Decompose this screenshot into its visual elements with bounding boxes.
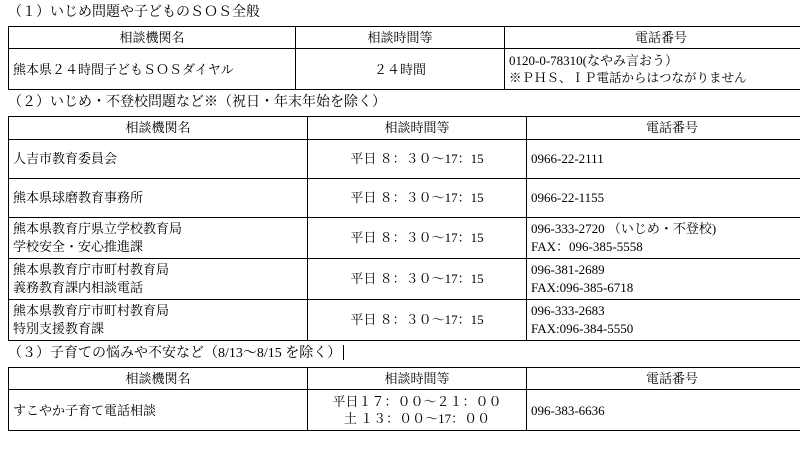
section-3-title-text: （３）子育ての悩みや不安など（8/13～8/15 を除く）: [8, 345, 342, 361]
cell-organization: [9, 390, 308, 431]
section-3-table: [8, 367, 800, 432]
organization-line: 熊本県教育庁市町村教育局: [13, 303, 170, 319]
hours-line: 平日１７：００～２１：００: [332, 393, 502, 409]
table-header-row: [9, 26, 800, 49]
table-header-row: [9, 117, 800, 140]
cell-hours: [308, 258, 527, 299]
organization-line-2: 義務教育課内相談電話: [13, 279, 144, 295]
table-row: [9, 178, 800, 217]
column-header-organization: 相談機関名: [9, 117, 308, 140]
table-row: [9, 139, 800, 178]
cell-phone: [505, 49, 800, 90]
section-2: [0, 90, 800, 340]
cell-hours: [308, 299, 527, 340]
hours-line: ２４時間: [373, 61, 426, 77]
table-row: [9, 390, 800, 431]
phone-line: 096-383-6636: [531, 402, 605, 418]
column-header-phone: 電話番号: [527, 367, 800, 390]
section-1: [0, 0, 800, 90]
phone-note: ※ＰＨＳ、ＩＰ電話からはつながりません: [509, 70, 747, 85]
column-header-phone: 電話番号: [505, 26, 800, 49]
cell-organization: [9, 178, 308, 217]
fax-line: FAX：096-385-5558: [531, 238, 643, 254]
hours-line: 平日 ８：３０～17：15: [350, 151, 484, 167]
hours-line-2: 土 １３：００～17：００: [343, 411, 491, 427]
cell-organization: [9, 49, 296, 90]
hours-line: 平日 ８：３０～17：15: [350, 190, 484, 206]
phone-line: 0966-22-2111: [531, 151, 604, 167]
table-row: [9, 217, 800, 258]
hours-line: 平日 ８：３０～17：15: [350, 312, 484, 328]
hours-line: 平日 ８：３０～17：15: [350, 271, 484, 287]
column-header-hours: 相談時間等: [308, 367, 527, 390]
phone-line: 096-381-2689: [531, 262, 605, 278]
section-3: [0, 341, 800, 431]
organization-line: すこやか子育て電話相談: [13, 402, 157, 418]
cell-phone: [527, 390, 800, 431]
column-header-organization: 相談機関名: [9, 26, 296, 49]
table-row: [9, 299, 800, 340]
section-1-title: （１）いじめ問題や子どものＳＯＳ全般: [8, 5, 260, 20]
section-3-title: [0, 341, 800, 367]
text-cursor: [343, 345, 344, 360]
cell-phone: [527, 178, 800, 217]
cell-phone: [527, 217, 800, 258]
table-header-row: [9, 367, 800, 390]
table-row: [9, 49, 800, 90]
cell-hours: [308, 139, 527, 178]
cell-phone: [527, 139, 800, 178]
cell-phone: [527, 258, 800, 299]
fax-line: FAX:096-384-5550: [531, 320, 634, 336]
organization-line-2: 特別支援教育課: [13, 320, 105, 336]
phone-line: 0120-0-78310(なやみ言おう）: [509, 53, 678, 69]
cell-hours: [296, 49, 505, 90]
cell-hours: [308, 217, 527, 258]
cell-organization: [9, 258, 308, 299]
column-header-hours: 相談時間等: [296, 26, 505, 49]
organization-line: 熊本県２４時間子どもＳＯＳダイヤル: [13, 61, 234, 77]
organization-line: 人吉市教育委員会: [13, 151, 118, 167]
organization-line: 熊本県教育庁市町村教育局: [13, 262, 170, 278]
cell-hours: [308, 390, 527, 431]
phone-line: 0966-22-1155: [531, 190, 605, 206]
organization-line-2: 学校安全・安心推進課: [13, 238, 144, 254]
section-2-table: [8, 116, 800, 341]
phone-line: 096-333-2720 （いじめ・不登校): [531, 221, 717, 237]
cell-hours: [308, 178, 527, 217]
organization-line: 熊本県教育庁県立学校教育局: [13, 221, 183, 237]
organization-line: 熊本県球磨教育事務所: [13, 190, 144, 206]
fax-line: FAX:096-385-6718: [531, 279, 634, 295]
column-header-phone: 電話番号: [527, 117, 800, 140]
cell-organization: [9, 217, 308, 258]
column-header-organization: 相談機関名: [9, 367, 308, 390]
section-2-title: （２）いじめ・不登校問題など※（祝日・年末年始を除く）: [8, 95, 386, 111]
column-header-hours: 相談時間等: [308, 117, 527, 140]
cell-phone: [527, 299, 800, 340]
cell-organization: [9, 139, 308, 178]
phone-line: 096-333-2683: [531, 303, 605, 319]
hours-line: 平日 ８：３０～17：15: [350, 230, 484, 246]
section-1-table: [8, 26, 800, 91]
cell-organization: [9, 299, 308, 340]
table-row: [9, 258, 800, 299]
